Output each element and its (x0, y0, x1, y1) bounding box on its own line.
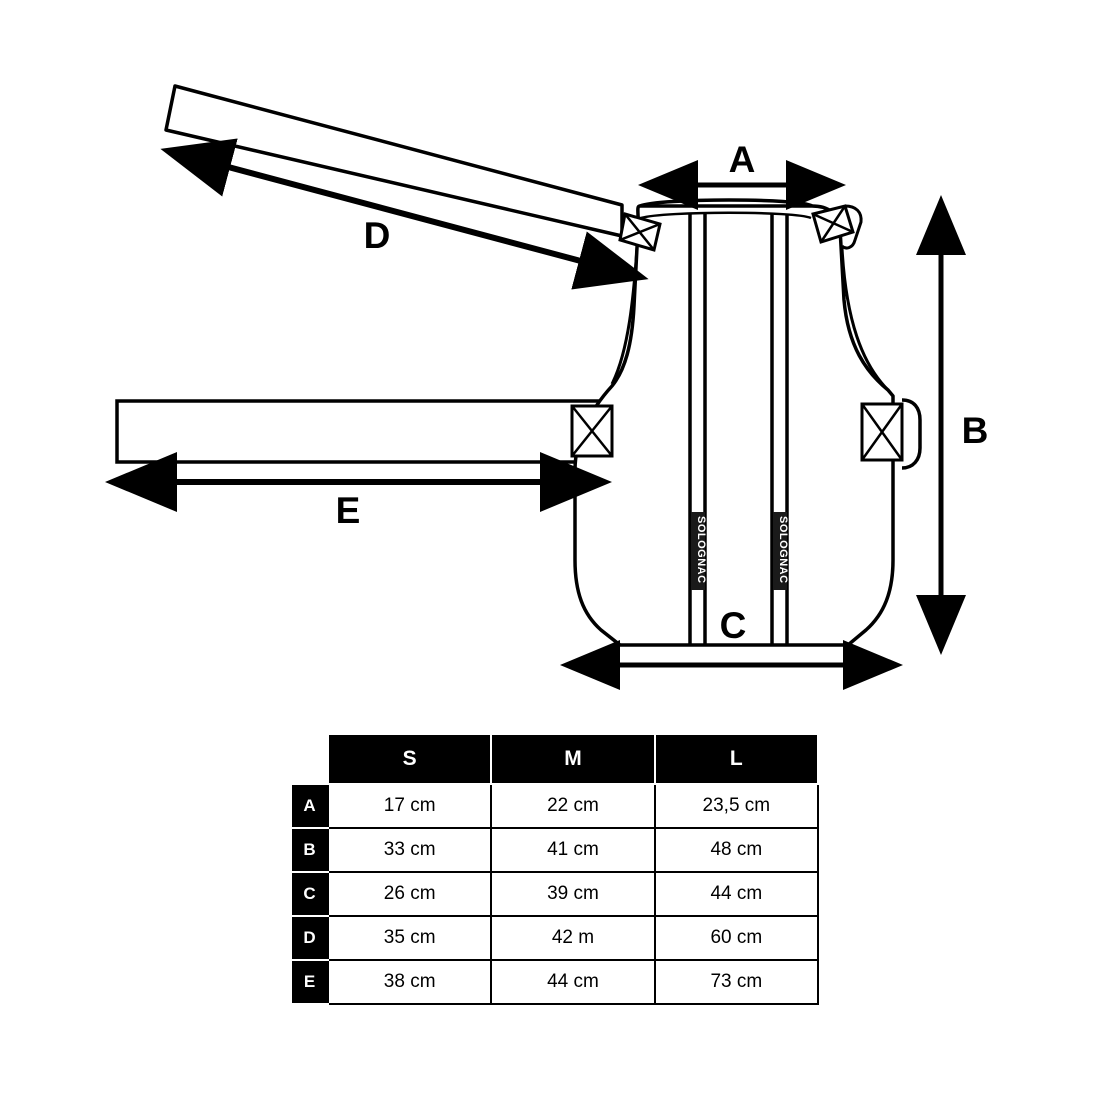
lower-strap-shape (117, 401, 614, 462)
table-row (292, 872, 818, 916)
size-table (292, 733, 819, 1005)
size-header-s: S (328, 734, 491, 784)
brand-panel-left (691, 512, 707, 590)
cell-b-l: 48 cm (655, 828, 818, 872)
row-letter-c: C (292, 872, 328, 916)
cell-b-s: 33 cm (328, 828, 491, 872)
cell-e-m: 44 cm (491, 960, 654, 1004)
size-table-container (292, 733, 819, 1005)
dimension-label-c: C (719, 605, 747, 646)
vest-body-shape (575, 200, 893, 645)
size-header-m: M (491, 734, 654, 784)
dimension-label-a: A (728, 139, 756, 180)
size-table-head (292, 734, 818, 784)
cell-e-l: 73 cm (655, 960, 818, 1004)
cell-c-m: 39 cm (491, 872, 654, 916)
brand-panel-right (773, 512, 789, 590)
cell-a-m: 22 cm (491, 784, 654, 828)
table-row (292, 784, 818, 828)
dimension-label-e: E (335, 490, 361, 531)
cell-d-l: 60 cm (655, 916, 818, 960)
row-letter-a: A (292, 784, 328, 828)
dimension-arrow-a (648, 139, 836, 185)
brand-label-right: SOLOGNAC (777, 516, 789, 584)
brand-label-left: SOLOGNAC (695, 516, 707, 584)
row-letter-e: E (292, 960, 328, 1004)
cell-b-m: 41 cm (491, 828, 654, 872)
table-row (292, 916, 818, 960)
buckle-lower-right (862, 400, 920, 468)
cell-d-s: 35 cm (328, 916, 491, 960)
size-table-header-row (292, 734, 818, 784)
cell-a-s: 17 cm (328, 784, 491, 828)
cell-c-l: 44 cm (655, 872, 818, 916)
cell-c-s: 26 cm (328, 872, 491, 916)
dimension-arrow-b (941, 205, 988, 645)
size-header-l: L (655, 734, 818, 784)
size-table-body (292, 784, 818, 1004)
table-row (292, 960, 818, 1004)
dimension-label-b: B (961, 410, 989, 451)
buckle-lower-left (572, 406, 612, 456)
size-table-corner-cell (292, 734, 328, 784)
cell-a-l: 23,5 cm (655, 784, 818, 828)
table-row (292, 828, 818, 872)
row-letter-d: D (292, 916, 328, 960)
row-letter-b: B (292, 828, 328, 872)
dimension-arrow-e (117, 482, 600, 531)
dimension-label-d: D (363, 215, 391, 256)
cell-e-s: 38 cm (328, 960, 491, 1004)
cell-d-m: 42 m (491, 916, 654, 960)
